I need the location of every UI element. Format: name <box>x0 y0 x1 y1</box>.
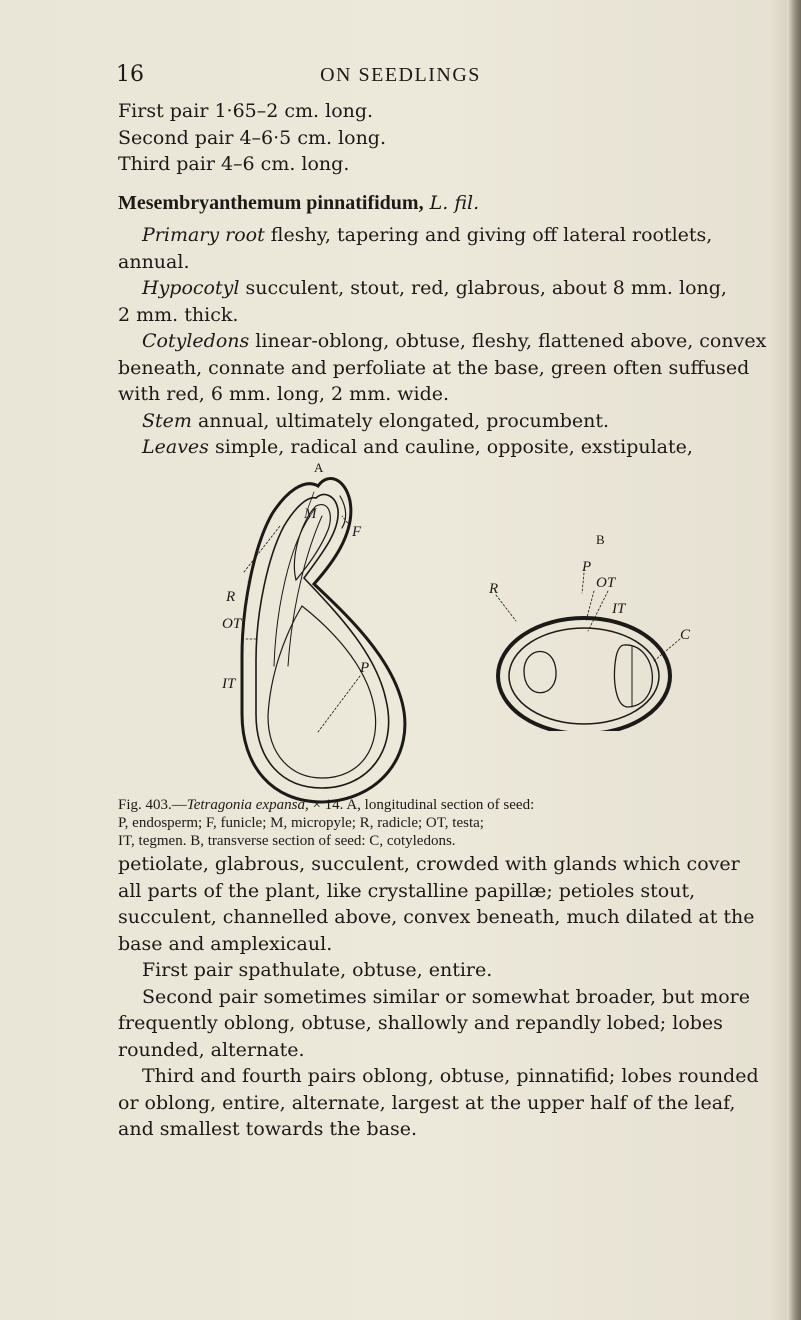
leaves-label: Leaves <box>142 436 209 458</box>
stem-text: annual, ultimately elongated, procumbent. <box>191 409 610 432</box>
caption-line-2: P, endosperm; F, funicle; M, micropyle; R, radicle; OT, testa; <box>118 815 484 831</box>
leader-it-b <box>588 591 608 631</box>
running-title: ON SEEDLINGS <box>320 64 481 86</box>
testa-outline <box>242 479 405 802</box>
tegmen-outline-b <box>509 628 659 724</box>
body-line-6: Second pair sometimes similar or somewhat broader, but more <box>142 985 750 1008</box>
body-line-8: rounded, alternate. <box>118 1038 305 1061</box>
caption-line-3: IT, tegmen. B, transverse section of seed: C, cotyledons. <box>118 833 456 849</box>
caption-line-1-rest: × 14. A, longitudinal section of seed: <box>308 797 535 813</box>
label-ot: OT <box>222 616 242 632</box>
label-it: IT <box>222 676 236 692</box>
label-it-b: IT <box>612 601 626 617</box>
hypocotyl-line <box>118 275 780 302</box>
top-text-block <box>118 98 780 461</box>
funicle <box>340 496 346 528</box>
figure-b-transverse-section <box>484 531 734 731</box>
label-p: P <box>360 660 370 676</box>
stem-line <box>118 408 780 435</box>
leader-p <box>318 676 360 732</box>
radicle-section <box>524 651 556 692</box>
label-m: M <box>304 506 317 522</box>
species-name: Mesembryanthemum pinnatifidum, <box>118 191 424 214</box>
body-line-10: or oblong, entire, alternate, largest at the upper half of the leaf, <box>118 1091 736 1114</box>
cotyledons-text: linear-oblong, obtuse, fleshy, flattened above, convex <box>249 330 767 352</box>
label-r-b: R <box>489 581 499 597</box>
primary-root-line <box>118 222 780 249</box>
hypocotyl-label: Hypocotyl <box>142 277 240 299</box>
body-line-4: base and amplexicaul. <box>118 932 333 955</box>
leaves-text: simple, radical and cauline, opposite, exstipulate, <box>208 436 693 458</box>
second-pair-line: Second pair 4–6·5 cm. long. <box>118 126 387 149</box>
label-ot-b: OT <box>596 575 616 591</box>
label-r: R <box>226 589 236 605</box>
figure-panel-b-label: B <box>596 532 605 547</box>
primary-root-line-2: annual. <box>118 250 190 273</box>
primary-root-label: Primary root <box>142 224 265 246</box>
body-line-11: and smallest towards the base. <box>118 1118 418 1140</box>
body-line-7: frequently oblong, obtuse, shallowly and repandly lobed; lobes <box>118 1012 723 1034</box>
body-line-9: Third and fourth pairs oblong, obtuse, pinnatifid; lobes rounded <box>142 1065 759 1087</box>
embryo-curve <box>274 516 310 666</box>
species-heading <box>118 190 780 217</box>
bottom-text-block <box>118 851 780 1143</box>
body-line-5: First pair spathulate, obtuse, entire. <box>142 959 493 981</box>
body-line-1: petiolate, glabrous, succulent, crowded with glands which cover <box>118 853 740 875</box>
cotyledons-line-3: with red, 6 mm. long, 2 mm. wide. <box>118 383 450 405</box>
caption-species: Tetragonia expansa, <box>186 797 309 813</box>
primary-root-text: fleshy, tapering and giving off lateral rootlets, <box>264 224 713 246</box>
third-pair-line: Third pair 4–6 cm. long. <box>118 153 350 175</box>
page-header <box>0 62 801 92</box>
body-line-3: succulent, channelled above, convex beneath, much dilated at the <box>118 906 755 928</box>
caption-line-1 <box>118 796 778 814</box>
stem-label: Stem <box>142 409 192 432</box>
leader-p-b <box>582 573 584 593</box>
figure-panel-a-label: A <box>314 460 324 475</box>
label-p-b: P <box>582 559 592 575</box>
page-edge-shadow <box>787 0 801 1320</box>
leader-r-b <box>496 595 516 621</box>
figure-caption <box>118 796 778 850</box>
cotyledons-label: Cotyledons <box>142 330 250 352</box>
page-number: 16 <box>116 62 144 87</box>
cotyledons-section <box>615 645 653 707</box>
hypocotyl-line-2: 2 mm. thick. <box>118 303 239 326</box>
label-f: F <box>352 524 362 540</box>
cotyledons-line <box>118 328 780 355</box>
cotyledons-line-2: beneath, connate and perfoliate at the base, green often suffused <box>118 356 750 379</box>
species-author: L. fil. <box>429 191 480 214</box>
caption-fig-number: Fig. 403.— <box>118 797 187 813</box>
hypocotyl-text: succulent, stout, red, glabrous, about 8 mm. long, <box>239 277 727 299</box>
body-line-2: all parts of the plant, like crystalline papillæ; petioles stout, <box>118 879 696 902</box>
figure-a-longitudinal-section <box>210 456 456 812</box>
label-c-b: C <box>680 627 691 643</box>
first-pair-line: First pair 1·65–2 cm. long. <box>118 100 374 122</box>
